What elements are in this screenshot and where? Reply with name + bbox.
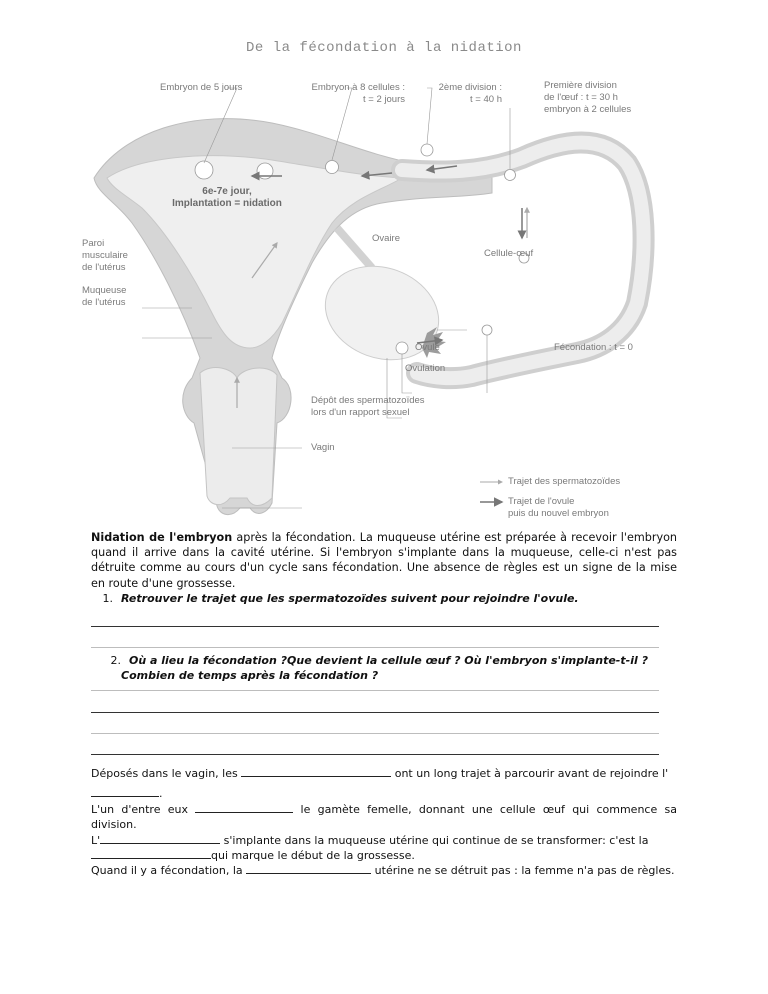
answer-line-1a[interactable] [91, 626, 659, 627]
answer-line-2a[interactable] [91, 690, 659, 691]
label-vagin: Vagin [311, 442, 335, 453]
question-2 [91, 653, 677, 683]
reproductive-system-diagram [82, 78, 682, 518]
fill-sentence-5: Quand il y a fécondation, la utérine ne se détruit pas : la femme n'a pas de règles. [91, 864, 675, 878]
intro-section [91, 530, 677, 606]
question-1-text: Retrouver le trajet que les spermatozoïdes suivent pour rejoindre l'ovule. [121, 591, 579, 605]
label-paroi-musculaire: Paroi musculaire de l'utérus [82, 238, 128, 273]
question-1-number: 1. [102, 591, 113, 605]
label-embryon-5-jours: Embryon de 5 jours [160, 82, 243, 93]
intro-text: après la fécondation. La muqueuse utérine est préparée à recevoir l'embryon quand il arrive dans la cavité utérine. Si l'embryon s'implante dans la muqueuse, celle-ci n'est pas détruite comme au cours d'un cycle sans fécondation. Une absence de règles est un signe de la mise en route d'une grossesse. [91, 531, 678, 590]
label-depot-spermatozoides: Dépôt des spermatozoïdes lors d'un rapport sexuel [311, 395, 425, 418]
answer-line-2c[interactable] [91, 733, 659, 734]
answer-line-2d[interactable] [91, 754, 659, 755]
legend-spermatozoides: Trajet des spermatozoïdes [508, 476, 621, 487]
blank-spermatozoides[interactable] [241, 766, 391, 777]
label-2eme-division: 2ème division : t = 40 h [438, 82, 502, 105]
fill-sentence-3: L' s'implante dans la muqueuse utérine qui continue de se transformer: c'est la [91, 833, 649, 847]
legend-ovule: Trajet de l'ovule puis du nouvel embryon [508, 496, 609, 519]
question-2-number: 2. [110, 654, 121, 667]
label-muqueuse: Muqueuse de l'utérus [82, 285, 127, 308]
label-ovulation: Ovulation [405, 363, 446, 374]
label-premiere-division: Première division de l'œuf : t = 30 h embryon à 2 cellules [544, 80, 632, 115]
document-title: De la fécondation à la nidation [246, 40, 522, 56]
intro-bold-lead: Nidation de l'embryon [91, 531, 233, 544]
answer-line-2b[interactable] [91, 712, 659, 713]
label-cellule-oeuf: Cellule-œuf [484, 248, 534, 259]
blank-embryon[interactable] [100, 833, 220, 844]
fill-in-section: Déposés dans le vagin, les ont un long trajet à parcourir avant de rejoindre l' . L'un d'entre eux le gamète femelle, donnant une cellule œuf qui commence sa division. L' s'implante dans la muqueuse utérine qui continue de se transformer: c'est la qui marque le début de la grossesse. Quand il y a fécondation, la utérine ne se détruit pas : la femme n'a pas de règles. [91, 767, 677, 878]
label-ovule: Ovule [415, 342, 440, 353]
intro-paragraph [91, 530, 677, 591]
question-2-text: Où a lieu la fécondation ?Que devient la cellule œuf ? Où l'embryon s'implante-t-il ? Combien de temps après la fécondation ? [121, 654, 648, 683]
answer-line-1b[interactable] [91, 647, 659, 648]
fill-sentence-4: qui marque le début de la grossesse. [91, 848, 677, 863]
label-embryon-8-cellules: Embryon à 8 cellules : t = 2 jours [311, 82, 405, 105]
blank-nidation[interactable] [91, 848, 211, 859]
blank-muqueuse[interactable] [246, 863, 371, 874]
label-ovaire: Ovaire [372, 233, 400, 244]
diagram-illustration [82, 78, 682, 518]
fill-sentence-2: L'un d'entre eux le gamète femelle, donnant une cellule œuf qui commence sa division. [91, 802, 677, 832]
label-fecondation: Fécondation : t = 0 [554, 342, 633, 353]
label-implantation: 6e-7e jour, Implantation = nidation [172, 186, 282, 209]
fill-sentence-1: Déposés dans le vagin, les ont un long trajet à parcourir avant de rejoindre l' [91, 767, 669, 780]
blank-ovule[interactable] [91, 786, 159, 797]
blank-feconde[interactable] [195, 802, 293, 813]
question-1 [91, 591, 677, 606]
